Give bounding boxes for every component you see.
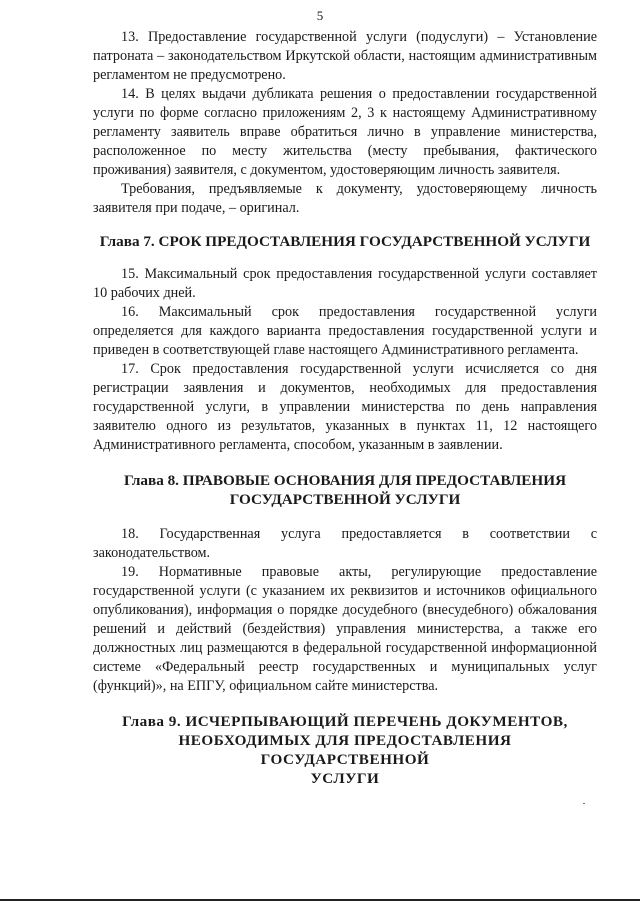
scan-bottom-edge bbox=[0, 899, 640, 901]
chapter-8-heading bbox=[93, 471, 597, 509]
chapter-9-heading bbox=[93, 712, 597, 788]
chapter-8-heading-line-2: ГОСУДАРСТВЕННОЙ УСЛУГИ bbox=[229, 491, 461, 508]
chapter-8-heading-line-1: Глава 8. ПРАВОВЫЕ ОСНОВАНИЯ ДЛЯ ПРЕДОСТАВЛЕНИЯ bbox=[123, 472, 567, 489]
paragraph-19: 19. Нормативные правовые акты, регулирующие предоставление государственной услуги (с указанием их реквизитов и источников официального опубликования), информация о порядке досудебного (внесудебного) обжалования решений и действий (бездействия) управления министерства, а также его должностных лиц размещаются в федеральной государственной информационной системе «Федеральный реестр государственных и муниципальных услуг (функций)», на ЕПГУ, официальном сайте министерства. bbox=[93, 564, 597, 694]
document-body bbox=[93, 28, 597, 788]
chapter-9-heading-line-1: Глава 9. ИСЧЕРПЫВАЮЩИЙ ПЕРЕЧЕНЬ ДОКУМЕНТОВ, bbox=[122, 713, 568, 730]
chapter-9-heading-line-3: УСЛУГИ bbox=[310, 770, 380, 787]
paragraph-16: 16. Максимальный срок предоставления государственной услуги определяется для каждого варианта предоставления государственной услуги и приведен в соответствующей главе настоящего Административного регламента. bbox=[93, 304, 597, 358]
chapter-9-heading-line-2: НЕОБХОДИМЫХ ДЛЯ ПРЕДОСТАВЛЕНИЯ ГОСУДАРСТВЕННОЙ bbox=[178, 732, 512, 768]
paragraph-15: 15. Максимальный срок предоставления государственной услуги составляет 10 рабочих дней. bbox=[93, 266, 597, 301]
paragraph-17: 17. Срок предоставления государственной услуги исчисляется со дня регистрации заявления и документов, необходимых для предоставления государственной услуги, в управлении министерства по день направления заявителю одного из результатов, указанных в пунктах 11, 12 настоящего Административного регламента, способом, указанным в заявлении. bbox=[93, 361, 597, 453]
chapter-7-heading: Глава 7. СРОК ПРЕДОСТАВЛЕНИЯ ГОСУДАРСТВЕННОЙ УСЛУГИ bbox=[99, 233, 591, 250]
paragraph-18: 18. Государственная услуга предоставляется в соответствии с законодательством. bbox=[93, 526, 597, 561]
paragraph-14: 14. В целях выдачи дубликата решения о предоставлении государственной услуги по форме согласно приложениям 2, 3 к настоящему Административному регламенту заявитель вправе обратиться лично в управление министерства, расположенное по месту жительства (месту пребывания, фактического проживания) заявителя, с документом, удостоверяющим личность заявителя. bbox=[93, 86, 597, 178]
paragraph-13: 13. Предоставление государственной услуги (подуслуги) – Установление патроната – законодательством Иркутской области, настоящим административным регламентом не предусмотрено. bbox=[93, 29, 597, 83]
paragraph-id-requirements: Требования, предъявляемые к документу, удостоверяющему личность заявителя при подаче, – оригинал. bbox=[93, 181, 597, 216]
scan-speck bbox=[583, 803, 585, 804]
page-number: 5 bbox=[316, 8, 324, 23]
